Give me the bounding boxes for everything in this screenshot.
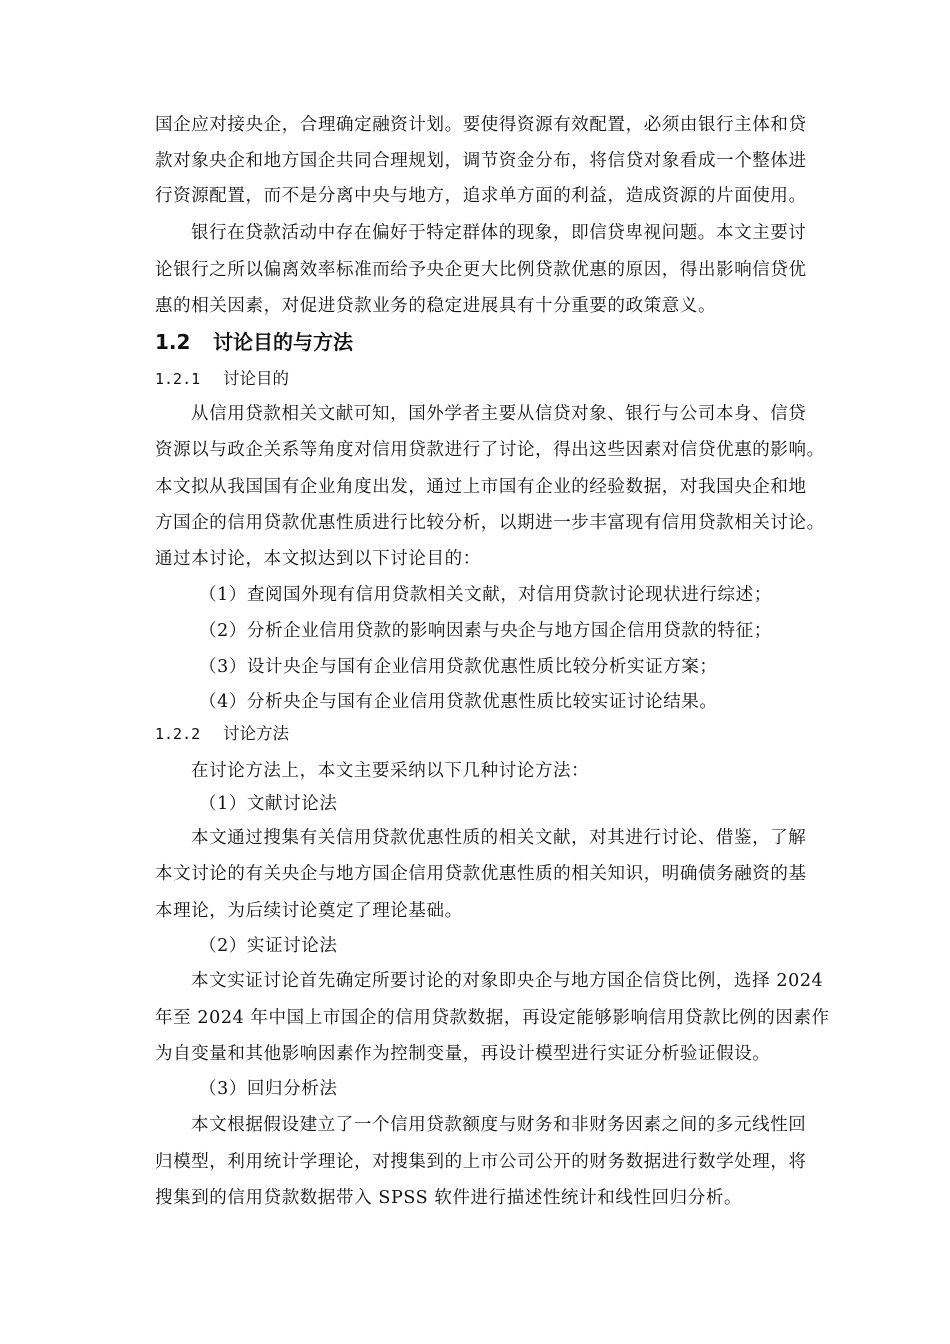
method-title: （3）回归分析法 (199, 1079, 338, 1099)
paragraph-line: 论银行之所以偏离效率标准而给予央企更大比例贷款优惠的原因，得出影响信贷优 (155, 260, 807, 280)
list-item: （3）设计央企与国有企业信用贷款优惠性质比较分析实证方案； (199, 657, 718, 677)
paragraph-line: 方国企的信用贷款优惠性质进行比较分析，以期进一步丰富现有信用贷款相关讨论。 (155, 513, 825, 533)
paragraph-line: 国企应对接央企，合理确定融资计划。要使得资源有效配置，必须由银行主体和贷 (155, 115, 807, 135)
paragraph-line: 归模型，利用统计学理论，对搜集到的上市公司公开的财务数据进行数学处理，将 (155, 1152, 807, 1172)
paragraph-line: 本文实证讨论首先确定所要讨论的对象即央企与地方国企信贷比例，选择 2024 (191, 971, 824, 991)
subsection-title: 讨论方法 (223, 724, 289, 743)
paragraph-line: 本文拟从我国国有企业角度出发，通过上市国有企业的经验数据，对我国央企和地 (155, 477, 807, 497)
method-title: （2）实证讨论法 (199, 936, 338, 956)
paragraph-line: 本文根据假设建立了一个信用贷款额度与财务和非财务因素之间的多元线性回 (191, 1115, 807, 1135)
paragraph-line: 行资源配置，而不是分离中央与地方，追求单方面的利益，造成资源的片面使用。 (155, 186, 807, 206)
paragraph-line: 资源以与政企关系等角度对信用贷款进行了讨论，得出这些因素对信贷优惠的影响。 (155, 440, 825, 460)
subsection-heading (155, 722, 289, 746)
section-number: 1.2 (155, 330, 191, 354)
paragraph-line: 年至 2024 年中国上市国企的信用贷款数据，再设定能够影响信用贷款比例的因素作 (155, 1008, 830, 1028)
paragraph-line: 本理论，为后续讨论奠定了理论基础。 (155, 901, 463, 921)
method-title: （1）文献讨论法 (199, 794, 338, 814)
section-heading (155, 329, 353, 355)
paragraph-line: 银行在贷款活动中存在偏好于特定群体的现象，即信贷卑视问题。本文主要讨 (191, 223, 807, 243)
subsection-number: 1.2.2 (155, 725, 201, 743)
paragraph-line: 为自变量和其他影响因素作为控制变量，再设计模型进行实证分析验证假设。 (155, 1044, 771, 1064)
paragraph-line: 惠的相关因素，对促进贷款业务的稳定进展具有十分重要的政策意义。 (155, 296, 717, 316)
paragraph-line: 本文讨论的有关央企与地方国企信用贷款优惠性质的相关知识，明确债务融资的基 (155, 864, 807, 884)
paragraph-line: 在讨论方法上，本文主要采纳以下几种讨论方法： (191, 761, 590, 781)
paragraph-line: 通过本讨论，本文拟达到以下讨论目的： (155, 549, 481, 569)
subsection-heading (155, 367, 289, 391)
subsection-title: 讨论目的 (223, 369, 289, 388)
paragraph-line: 从信用贷款相关文献可知，国外学者主要从信贷对象、银行与公司本身、信贷 (191, 404, 807, 424)
list-item: （4）分析央企与国有企业信用贷款优惠性质比较实证讨论结果。 (199, 692, 718, 712)
list-item: （2）分析企业信用贷款的影响因素与央企与地方国企信用贷款的特征； (199, 621, 772, 641)
list-item: （1）查阅国外现有信用贷款相关文献，对信用贷款讨论现状进行综述； (199, 585, 772, 605)
subsection-number: 1.2.1 (155, 370, 201, 388)
section-title: 讨论目的与方法 (213, 330, 353, 354)
paragraph-line: 搜集到的信用贷款数据带入 SPSS 软件进行描述性统计和线性回归分析。 (155, 1188, 743, 1208)
paragraph-line: 款对象央企和地方国企共同合理规划，调节资金分布，将信贷对象看成一个整体进 (155, 151, 807, 171)
paragraph-line: 本文通过搜集有关信用贷款优惠性质的相关文献，对其进行讨论、借鉴，了解 (191, 828, 807, 848)
